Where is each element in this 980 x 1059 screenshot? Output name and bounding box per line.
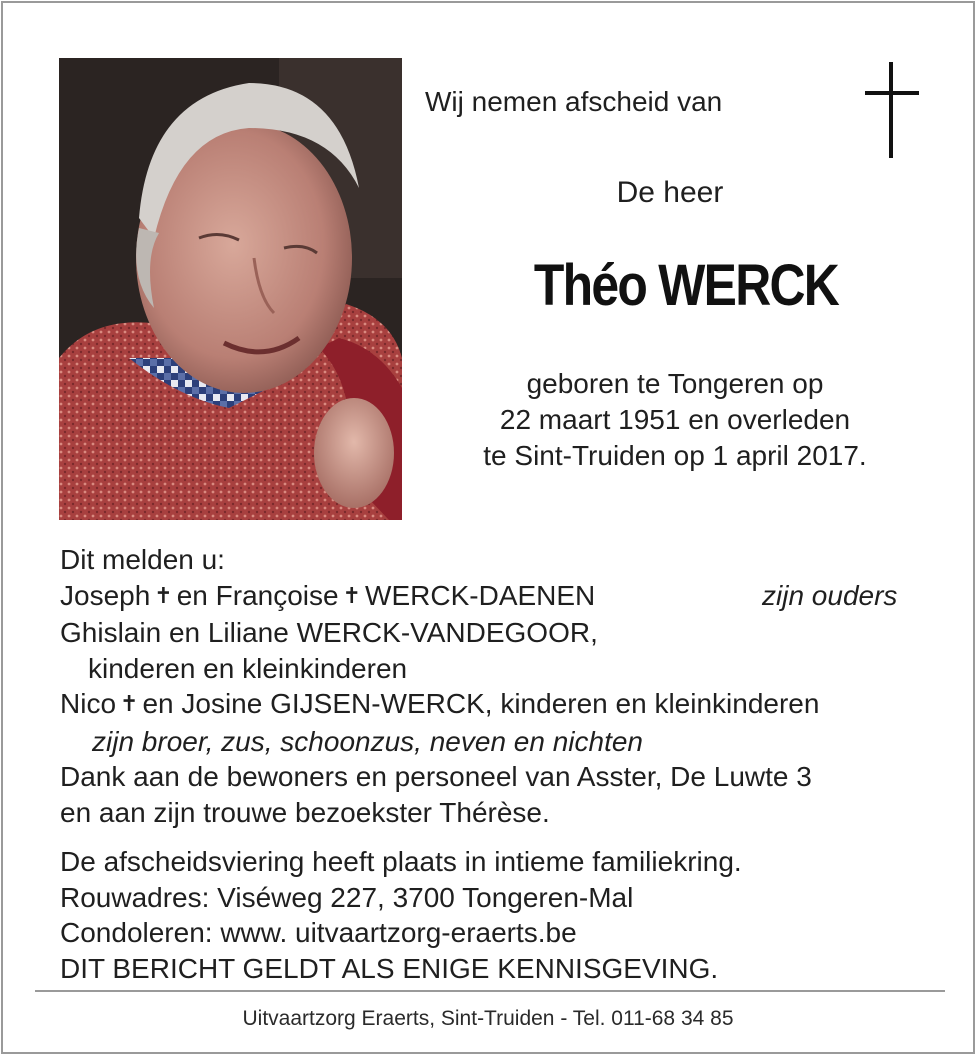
parents-surname: WERCK-DAENEN <box>365 579 596 611</box>
condolence-line: Condoleren: www. uitvaartzorg-eraerts.be <box>60 917 577 948</box>
sibling-rest: en Josine GIJSEN-WERCK, kinderen en kleinkinderen <box>142 688 820 719</box>
dagger-icon: ✝ <box>154 582 173 608</box>
intro-text: Wij nemen afscheid van <box>425 86 723 117</box>
deceased-name: Théo WERCK <box>533 253 839 318</box>
thanks-line: Dank aan de bewoners en personeel van Asster, De Luwte 3 <box>60 761 812 792</box>
parents-line <box>60 578 940 616</box>
announcement-heading: Dit melden u: <box>60 544 225 575</box>
relation-line: zijn broer, zus, schoonzus, neven en nichten <box>92 725 644 757</box>
footer-contact: Uitvaartzorg Eraerts, Sint-Truiden - Tel. 011-68 34 85 <box>242 1007 734 1030</box>
bio-line: geboren te Tongeren op <box>526 368 824 399</box>
parents-relation: zijn ouders <box>762 579 898 611</box>
parent-name: Joseph <box>60 579 151 611</box>
salutation: De heer <box>616 176 724 209</box>
ceremony-line: De afscheidsviering heeft plaats in intieme familiekring. <box>60 846 742 877</box>
latin-cross-icon <box>862 62 922 165</box>
parent-name: en Françoise <box>176 579 339 611</box>
family-announcement <box>60 542 940 986</box>
thanks-line: en aan zijn trouwe bezoekster Thérèse. <box>60 796 550 828</box>
divider <box>35 990 945 992</box>
dagger-icon: ✝ <box>120 691 139 716</box>
portrait-photo <box>59 58 402 520</box>
dagger-icon: ✝ <box>342 582 362 608</box>
address-line: Rouwadres: Viséweg 227, 3700 Tongeren-Mal <box>60 881 634 913</box>
sibling-children-line: kinderen en kleinkinderen <box>88 652 408 684</box>
bio-line: te Sint-Truiden op 1 april 2017. <box>483 440 867 471</box>
biography <box>440 366 910 474</box>
bio-line: 22 maart 1951 en overleden <box>499 404 851 435</box>
notice-line: DIT BERICHT GELDT ALS ENIGE KENNISGEVING. <box>60 952 719 984</box>
sibling-line: Ghislain en Liliane WERCK-VANDEGOOR, <box>60 617 598 648</box>
sibling-line <box>60 686 940 724</box>
sibling-name: Nico <box>60 688 117 719</box>
